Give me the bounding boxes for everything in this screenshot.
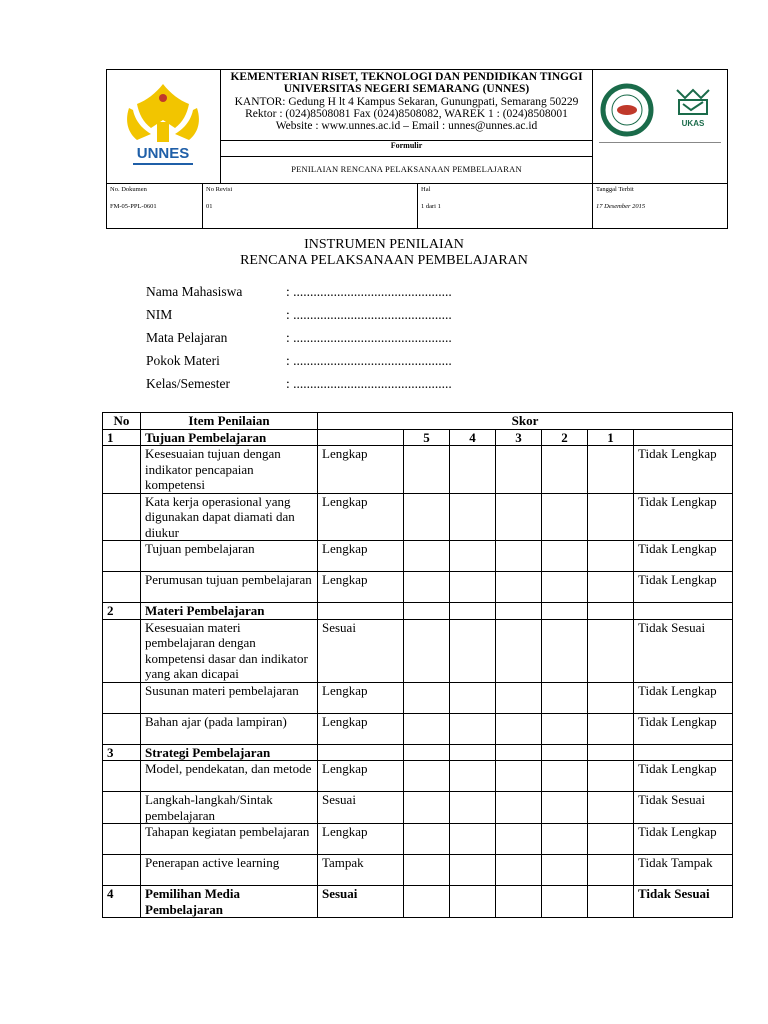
score-cell[interactable] bbox=[496, 619, 542, 682]
score-cell[interactable] bbox=[404, 713, 450, 744]
score-cell[interactable] bbox=[542, 619, 588, 682]
table-row: Tujuan pembelajaran Lengkap Tidak Lengkap bbox=[103, 541, 733, 572]
score-cell[interactable] bbox=[496, 855, 542, 886]
score-cell[interactable] bbox=[588, 619, 634, 682]
svg-text:UKAS: UKAS bbox=[681, 119, 705, 128]
table-row: Kata kerja operasional yang digunakan dapat diamati dan diukur Lengkap Tidak Lengkap bbox=[103, 493, 733, 541]
score-cell[interactable] bbox=[450, 855, 496, 886]
info-input[interactable]: : ............................................... bbox=[286, 376, 452, 391]
score-cell[interactable] bbox=[588, 541, 634, 572]
score-cell[interactable] bbox=[496, 713, 542, 744]
table-header-row bbox=[103, 413, 733, 430]
score-cell[interactable] bbox=[542, 886, 588, 918]
score-cell[interactable] bbox=[496, 541, 542, 572]
score-cell[interactable] bbox=[542, 493, 588, 541]
score-cell[interactable] bbox=[404, 619, 450, 682]
meta-issue-date: Tanggal Terbit 17 Desember 2015 bbox=[596, 186, 646, 210]
certification-logo bbox=[592, 70, 727, 183]
score-cell[interactable] bbox=[588, 572, 634, 603]
table-row: Model, pendekatan, dan metode Lengkap Tidak Lengkap bbox=[103, 761, 733, 792]
score-cell[interactable] bbox=[542, 855, 588, 886]
meta-revision: No Revisi 01 bbox=[206, 186, 233, 210]
score-label: 4 bbox=[450, 429, 496, 446]
score-label: 1 bbox=[588, 429, 634, 446]
score-cell[interactable] bbox=[496, 886, 542, 918]
score-cell[interactable] bbox=[450, 446, 496, 494]
website-email: Website : www.unnes.ac.id – Email : unnes@unnes.ac.id bbox=[275, 120, 538, 133]
score-cell[interactable] bbox=[588, 792, 634, 824]
score-cell[interactable] bbox=[450, 572, 496, 603]
score-cell[interactable] bbox=[450, 619, 496, 682]
score-cell[interactable] bbox=[542, 446, 588, 494]
svg-text:UNNES: UNNES bbox=[136, 145, 190, 162]
office-address: KANTOR: Gedung H lt 4 Kampus Sekaran, Gunungpati, Semarang 50229 bbox=[234, 95, 579, 108]
score-cell[interactable] bbox=[404, 446, 450, 494]
score-cell[interactable] bbox=[450, 761, 496, 792]
section-row: 3 Strategi Pembelajaran bbox=[103, 744, 733, 761]
info-input[interactable]: : ............................................... bbox=[286, 353, 452, 368]
score-cell[interactable] bbox=[588, 855, 634, 886]
meta-doc-number: No. Dokumen FM-05-PPL-0601 bbox=[110, 186, 157, 210]
section-row: 4 Pemilihan Media Pembelajaran Sesuai Tidak Sesuai bbox=[103, 886, 733, 918]
score-cell[interactable] bbox=[450, 886, 496, 918]
score-cell[interactable] bbox=[496, 446, 542, 494]
score-cell[interactable] bbox=[588, 886, 634, 918]
info-input[interactable]: : ............................................... bbox=[286, 307, 452, 322]
score-cell[interactable] bbox=[588, 761, 634, 792]
score-label: 5 bbox=[404, 429, 450, 446]
table-row: Kesesuaian tujuan dengan indikator pencapaian kompetensi Lengkap Tidak Lengkap bbox=[103, 446, 733, 494]
score-cell[interactable] bbox=[404, 682, 450, 713]
form-label: Formulir bbox=[390, 141, 423, 150]
title-line-1: INSTRUMEN PENILAIAN bbox=[304, 237, 464, 252]
score-cell[interactable] bbox=[496, 824, 542, 855]
title-line-2: RENCANA PELAKSANAAN PEMBELAJARAN bbox=[240, 253, 528, 268]
info-input[interactable]: : ............................................... bbox=[286, 284, 452, 299]
score-cell[interactable] bbox=[588, 493, 634, 541]
table-row: Langkah-langkah/Sintak pembelajaran Sesuai Tidak Sesuai bbox=[103, 792, 733, 824]
header-no: No bbox=[103, 413, 141, 430]
score-cell[interactable] bbox=[542, 792, 588, 824]
unnes-logo bbox=[107, 70, 221, 183]
score-cell[interactable] bbox=[404, 572, 450, 603]
score-cell[interactable] bbox=[588, 824, 634, 855]
score-label: 2 bbox=[542, 429, 588, 446]
table-row: Tahapan kegiatan pembelajaran Lengkap Tidak Lengkap bbox=[103, 824, 733, 855]
score-cell[interactable] bbox=[496, 572, 542, 603]
assessment-table bbox=[102, 412, 733, 918]
document-meta bbox=[107, 183, 727, 229]
header-item: Item Penilaian bbox=[141, 413, 318, 430]
score-cell[interactable] bbox=[496, 761, 542, 792]
score-cell[interactable] bbox=[496, 493, 542, 541]
score-cell[interactable] bbox=[496, 792, 542, 824]
score-cell[interactable] bbox=[404, 886, 450, 918]
certification-badge-icon bbox=[593, 70, 727, 182]
score-cell[interactable] bbox=[542, 572, 588, 603]
score-cell[interactable] bbox=[496, 682, 542, 713]
score-cell[interactable] bbox=[588, 682, 634, 713]
section-row: 1 Tujuan Pembelajaran 5 4 3 2 1 bbox=[103, 429, 733, 446]
score-cell[interactable] bbox=[542, 541, 588, 572]
table-row: Penerapan active learning Tampak Tidak Tampak bbox=[103, 855, 733, 886]
score-cell[interactable] bbox=[404, 541, 450, 572]
score-cell[interactable] bbox=[450, 792, 496, 824]
score-cell[interactable] bbox=[404, 792, 450, 824]
score-cell[interactable] bbox=[404, 761, 450, 792]
score-cell[interactable] bbox=[542, 761, 588, 792]
section-row: 2 Materi Pembelajaran bbox=[103, 603, 733, 620]
document-header bbox=[106, 69, 728, 229]
score-cell[interactable] bbox=[450, 713, 496, 744]
score-cell[interactable] bbox=[404, 493, 450, 541]
score-cell[interactable] bbox=[542, 824, 588, 855]
document-title bbox=[0, 237, 768, 269]
score-cell[interactable] bbox=[450, 682, 496, 713]
score-label: 3 bbox=[496, 429, 542, 446]
unnes-emblem-icon bbox=[107, 70, 219, 182]
ministry-name: KEMENTERIAN RISET, TEKNOLOGI DAN PENDIDIKAN TINGGI bbox=[230, 71, 583, 83]
table-row: Perumusan tujuan pembelajaran Lengkap Tidak Lengkap bbox=[103, 572, 733, 603]
score-cell[interactable] bbox=[588, 446, 634, 494]
form-title: PENILAIAN RENCANA PELAKSANAAN PEMBELAJARAN bbox=[291, 164, 522, 174]
score-cell[interactable] bbox=[404, 824, 450, 855]
score-cell[interactable] bbox=[404, 855, 450, 886]
meta-page: Hal 1 dari 1 bbox=[421, 186, 441, 210]
header-skor: Skor bbox=[318, 413, 733, 430]
score-cell[interactable] bbox=[450, 824, 496, 855]
phone-line: Rektor : (024)8508081 Fax (024)8508082, WAREK 1 : (024)8508001 bbox=[245, 107, 568, 120]
score-cell[interactable] bbox=[588, 713, 634, 744]
info-input[interactable]: : ............................................... bbox=[286, 330, 452, 345]
institution-block bbox=[221, 70, 592, 140]
table-row: Susunan materi pembelajaran Lengkap Tidak Lengkap bbox=[103, 682, 733, 713]
table-row: Kesesuaian materi pembelajaran dengan kompetensi dasar dan indikator yang akan dicapai Sesuai Tidak Sesuai bbox=[103, 619, 733, 682]
score-cell[interactable] bbox=[542, 682, 588, 713]
table-row: Bahan ajar (pada lampiran) Lengkap Tidak Lengkap bbox=[103, 713, 733, 744]
university-name: UNIVERSITAS NEGERI SEMARANG (UNNES) bbox=[283, 83, 530, 96]
score-cell[interactable] bbox=[450, 541, 496, 572]
score-cell[interactable] bbox=[542, 713, 588, 744]
score-cell[interactable] bbox=[450, 493, 496, 541]
